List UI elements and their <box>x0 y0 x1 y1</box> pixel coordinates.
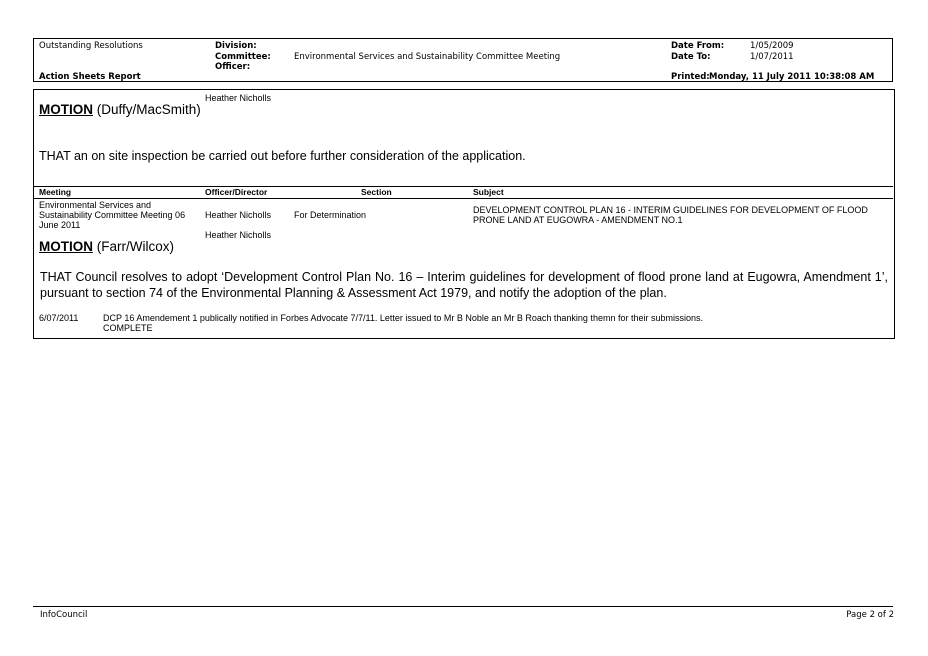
column-header-row <box>34 186 893 199</box>
report-body <box>33 89 895 339</box>
date-from-value: 1/05/2009 <box>750 41 794 51</box>
report-type: Action Sheets Report <box>39 72 141 82</box>
item1-motion <box>39 102 201 117</box>
item2-action-status: COMPLETE <box>103 323 153 333</box>
item2-section: For Determination <box>294 210 367 220</box>
report-name: Outstanding Resolutions <box>39 41 143 51</box>
report-header <box>33 38 893 82</box>
officer-label: Officer: <box>215 62 251 72</box>
column-section: Section <box>361 187 392 197</box>
date-to-label: Date To: <box>671 52 711 62</box>
item2-resolution: THAT Council resolves to adopt ‘Development Control Plan No. 16 – Interim guidelines for development of flood prone land at Eugowra, Amendment 1’, pursuant to section 74 of the Environmental Planning & Assessment Act 1979, and notify the adoption of the plan. <box>40 270 888 300</box>
item1-movers: (Duffy/MacSmith) <box>96 102 201 117</box>
division-label: Division: <box>215 41 257 51</box>
item2-officer2: Heather Nicholls <box>205 230 272 240</box>
item2-meeting-line1: Environmental Services and <box>39 200 152 210</box>
item1-resolution: THAT an on site inspection be carried out before further consideration of the application. <box>39 149 526 163</box>
item2-officer: Heather Nicholls <box>205 210 272 220</box>
column-subject: Subject <box>473 187 504 197</box>
footer-app-name: InfoCouncil <box>40 610 88 620</box>
printed-label: Printed: <box>671 72 710 82</box>
item2-motion <box>39 239 174 254</box>
item2-subject-line1: DEVELOPMENT CONTROL PLAN 16 - INTERIM GUIDELINES FOR DEVELOPMENT OF FLOOD <box>473 205 868 215</box>
item2-subject-line2: PRONE LAND AT EUGOWRA - AMENDMENT NO.1 <box>473 215 683 225</box>
column-meeting: Meeting <box>39 187 72 197</box>
item2-movers: (Farr/Wilcox) <box>96 239 175 254</box>
item2-meeting-line3: June 2011 <box>39 220 81 230</box>
committee-label: Committee: <box>215 52 271 62</box>
item2-action-text: DCP 16 Amendement 1 publically notified in Forbes Advocate 7/7/11. Letter issued to Mr B Noble an Mr B Roach thanking themn for their submissions. <box>103 313 703 323</box>
committee-value: Environmental Services and Sustainability Committee Meeting <box>294 52 561 62</box>
item1-officer: Heather Nicholls <box>205 93 272 103</box>
item2-motion-label: MOTION <box>39 239 93 254</box>
date-to-value: 1/07/2011 <box>750 52 794 62</box>
printed-value: Monday, 11 July 2011 10:38:08 AM <box>709 72 875 82</box>
footer-divider <box>33 606 893 607</box>
date-from-label: Date From: <box>671 41 725 51</box>
item1-motion-label: MOTION <box>39 102 93 117</box>
column-officer: Officer/Director <box>205 187 268 197</box>
footer-page-number: Page 2 of 2 <box>846 610 894 620</box>
item2-action-date: 6/07/2011 <box>39 313 79 323</box>
item2-meeting-line2: Sustainability Committee Meeting 06 <box>39 210 186 220</box>
